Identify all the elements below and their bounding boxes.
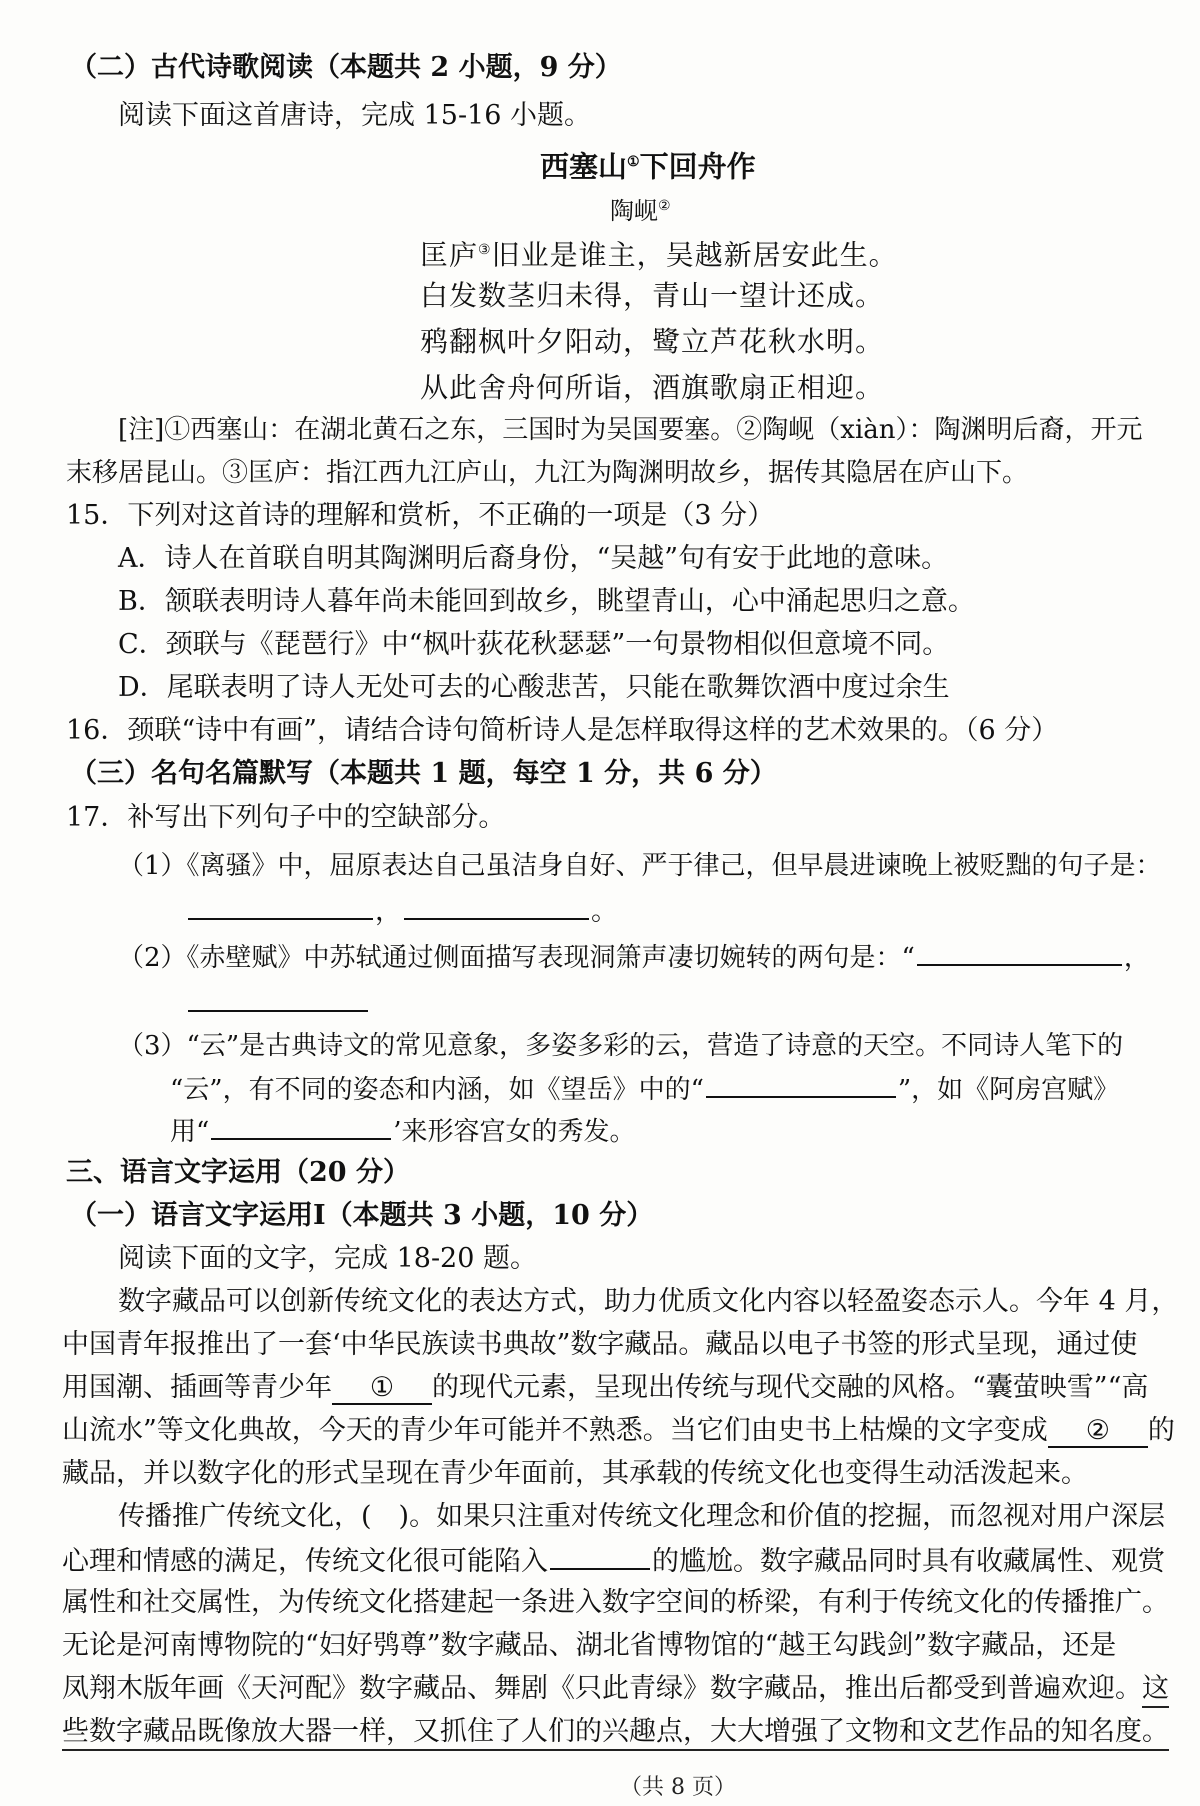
passage-line-3: 用国潮、插画等青少年 ① 的现代元素，呈现出传统与现代交融的风格。“囊萤映雪”“高 [62, 1372, 1149, 1403]
question-17-part-3-line-1: （3）“云”是古典诗文的常见意象，多姿多彩的云，营造了诗意的天空。不同诗人笔下的 [118, 1031, 1124, 1061]
passage-line-1: 数字藏品可以创新传统文化的表达方式，助力优质文化内容以轻盈姿态示人。今年 4 月， [118, 1286, 1179, 1317]
question-17-part-3-line-3: 用“ ’来形容宫女的秀发。 [170, 1112, 636, 1150]
poem-notes-line-1: [注]①西塞山：在湖北黄石之东，三国时为吴国要塞。②陶岘（xiàn）：陶渊明后裔，开元 [118, 415, 1143, 445]
passage-line-9: 无论是河南博物院的“妇好鸮尊”数字藏品、湖北省博物馆的“越王勾践剑”数字藏品，还是 [62, 1630, 1117, 1661]
answer-blank[interactable] [188, 984, 368, 1012]
poem-notes-line-2: 末移居昆山。③匡庐：指江西九江庐山，九江为陶渊明故乡，据传其隐居在庐山下。 [66, 458, 1029, 488]
passage-line-6: 传播推广传统文化，( )。如果只注重对传统文化理念和价值的挖掘，而忽视对用户深层 [118, 1501, 1166, 1532]
question-17-part-3-line-2: “云”，有不同的姿态和内涵，如《望岳》中的“ ”，如《阿房宫赋》 [170, 1070, 1119, 1108]
poetry-instruction: 阅读下面这首唐诗，完成 15-16 小题。 [118, 100, 592, 131]
question-15-option-d: D．尾联表明了诗人无处可去的心酸悲苦，只能在歌舞饮酒中度过余生 [118, 672, 950, 703]
passage-line-10: 凤翔木版年画《天河配》数字藏品、舞剧《只此青绿》数字藏品，推出后都受到普遍欢迎。这 [62, 1671, 1169, 1707]
part-3-heading: 三、语言文字运用（20 分） [66, 1157, 410, 1188]
question-15-option-a: A．诗人在首联自明其陶渊明后裔身份，“吴越”句有安于此地的意味。 [118, 543, 949, 574]
underlined-text: 这 [1142, 1673, 1169, 1708]
section-heading-poetry: （二）古代诗歌阅读（本题共 2 小题，9 分） [70, 52, 622, 83]
poem-line-3: 鸦翻枫叶夕阳动，鹭立芦花秋水明。 [420, 325, 885, 358]
fill-blank-1[interactable]: ① [332, 1373, 432, 1405]
question-17-part-2-blank [186, 984, 370, 1022]
page-footer: （共 8 页） [620, 1775, 736, 1800]
answer-blank[interactable] [917, 938, 1122, 966]
passage-line-5: 藏品，并以数字化的形式呈现在青少年面前，其承载的传统文化也变得生动活泼起来。 [62, 1458, 1088, 1489]
question-17-stem: 17．补写出下列句子中的空缺部分。 [66, 802, 506, 833]
poem-line-2: 白发数茎归未得，青山一望计还成。 [420, 279, 885, 312]
answer-blank[interactable] [211, 1112, 391, 1140]
part-3-instruction: 阅读下面的文字，完成 18-20 题。 [118, 1243, 538, 1274]
answer-blank[interactable] [188, 892, 373, 920]
poem-line-4: 从此舍舟何所诣，酒旗歌扇正相迎。 [420, 371, 885, 404]
passage-line-11 [62, 1714, 1169, 1750]
part-3-sub-heading: （一）语言文字运用Ⅰ（本题共 3 小题，10 分） [70, 1200, 654, 1231]
question-15-option-c: C．颈联与《琵琶行》中“枫叶荻花秋瑟瑟”一句景物相似但意境不同。 [118, 629, 950, 660]
passage-line-7: 心理和情感的满足，传统文化很可能陷入 的尴尬。数字藏品同时具有收藏属性、观赏 [62, 1542, 1165, 1580]
underlined-text: 些数字藏品既像放大器一样，又抓住了人们的兴趣点，大大增强了文物和文艺作品的知名度。 [62, 1716, 1169, 1751]
passage-line-8: 属性和社交属性，为传统文化搭建起一条进入数字空间的桥梁，有利于传统文化的传播推广。 [62, 1587, 1169, 1618]
fill-blank-2[interactable]: ② [1048, 1416, 1148, 1448]
passage-line-2: 中国青年报推出了一套‘中华民族读书典故”数字藏品。藏品以电子书签的形式呈现，通过使 [62, 1329, 1138, 1360]
poem-author: 陶岘② [610, 197, 671, 225]
section-heading-recitation: （三）名句名篇默写（本题共 1 题，每空 1 分，共 6 分） [70, 758, 777, 789]
question-17-part-1: （1）《离骚》中，屈原表达自己虽洁身自好、严于律己，但早晨进谏晚上被贬黜的句子是： [118, 851, 1162, 881]
poem-title: 西塞山①下回舟作 [540, 149, 756, 184]
question-15-stem: 15．下列对这首诗的理解和赏析，不正确的一项是（3 分） [66, 500, 775, 531]
passage-line-4: 山流水”等文化典故，今天的青少年可能并不熟悉。当它们由史书上枯燥的文字变成 ② 的 [62, 1415, 1175, 1446]
answer-blank[interactable] [404, 892, 589, 920]
poem-line-1: 匡庐③旧业是谁主，吴越新居安此生。 [420, 238, 898, 272]
question-17-part-1-blanks: ， 。 [186, 892, 618, 930]
question-16-stem: 16．颈联“诗中有画”，请结合诗句简析诗人是怎样取得这样的艺术效果的。（6 分） [66, 715, 1059, 746]
fill-blank-3[interactable] [550, 1542, 650, 1570]
answer-blank[interactable] [706, 1070, 896, 1098]
question-17-part-2: （2）《赤壁赋》中苏轼通过侧面描写表现洞箫声凄切婉转的两句是：“ ， [118, 938, 1150, 976]
question-15-option-b: B．颔联表明诗人暮年尚未能回到故乡，眺望青山，心中涌起思归之意。 [118, 586, 975, 617]
